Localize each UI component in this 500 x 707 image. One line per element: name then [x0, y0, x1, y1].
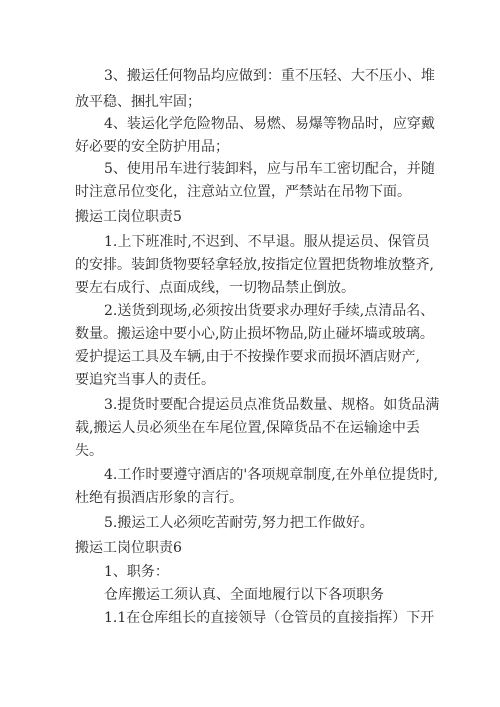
paragraph-line: 4.工作时要遵守酒店的'各项规章制度,在外单位提货时,	[104, 467, 439, 483]
paragraph-line: 要追究当事人的责任。	[75, 372, 215, 388]
paragraph-line: 5、使用吊车进行装卸料，应与吊车工密切配合，并随	[104, 161, 435, 177]
paragraph-line: 时注意吊位变化，注意站立位置，严禁站在吊物下面。	[75, 184, 411, 200]
paragraph-line: 的安排。装卸货物要轻拿轻放,按指定位置把货物堆放整齐,	[75, 257, 434, 273]
paragraph-line: 载,搬运人员必须坐在车尾位置,保障货品不在运输途中丢	[75, 420, 420, 436]
section-heading: 搬运工岗位职责6	[75, 540, 182, 556]
paragraph-line: 要左右成行、点面成线，一切物品禁止倒放。	[75, 280, 355, 296]
paragraph-line: 1.1在仓库组长的直接领导（仓管员的直接指挥）下开	[104, 610, 435, 626]
paragraph-line: 数量。搬运途中要小心,防止损坏物品,防止碰坏墙或玻璃。	[75, 326, 434, 342]
paragraph-line: 杜绝有损酒店形象的言行。	[75, 490, 243, 506]
paragraph-line: 3.提货时要配合提运员点准货品数量、规格。如货品满	[104, 397, 440, 413]
paragraph-line: 爱护提运工具及车辆,由于不按操作要求而损坏酒店财产,	[75, 349, 420, 365]
paragraph-line: 2.送货到现场,必须按出货要求办理好手续,点清品名、	[104, 303, 435, 319]
paragraph-line: 放平稳、捆扎牢固；	[75, 94, 201, 110]
paragraph-line: 仓库搬运工须认真、全面地履行以下各项职务	[104, 587, 384, 603]
paragraph-line: 好必要的安全防护用品；	[75, 139, 229, 155]
paragraph-line: 1、职务：	[104, 564, 169, 580]
section-heading: 搬运工岗位职责5	[75, 209, 182, 225]
paragraph-line: 失。	[75, 443, 103, 459]
paragraph-line: 1.上下班准时,不迟到、不早退。服从提运员、保管员	[104, 234, 430, 250]
paragraph-line: 4、装运化学危险物品、易燃、易爆等物品时，应穿戴	[104, 116, 435, 132]
paragraph-line: 5.搬运工人必须吃苦耐劳,努力把工作做好。	[104, 515, 374, 531]
paragraph-line: 3、搬运任何物品均应做到：重不压轻、大不压小、堆	[104, 68, 435, 84]
